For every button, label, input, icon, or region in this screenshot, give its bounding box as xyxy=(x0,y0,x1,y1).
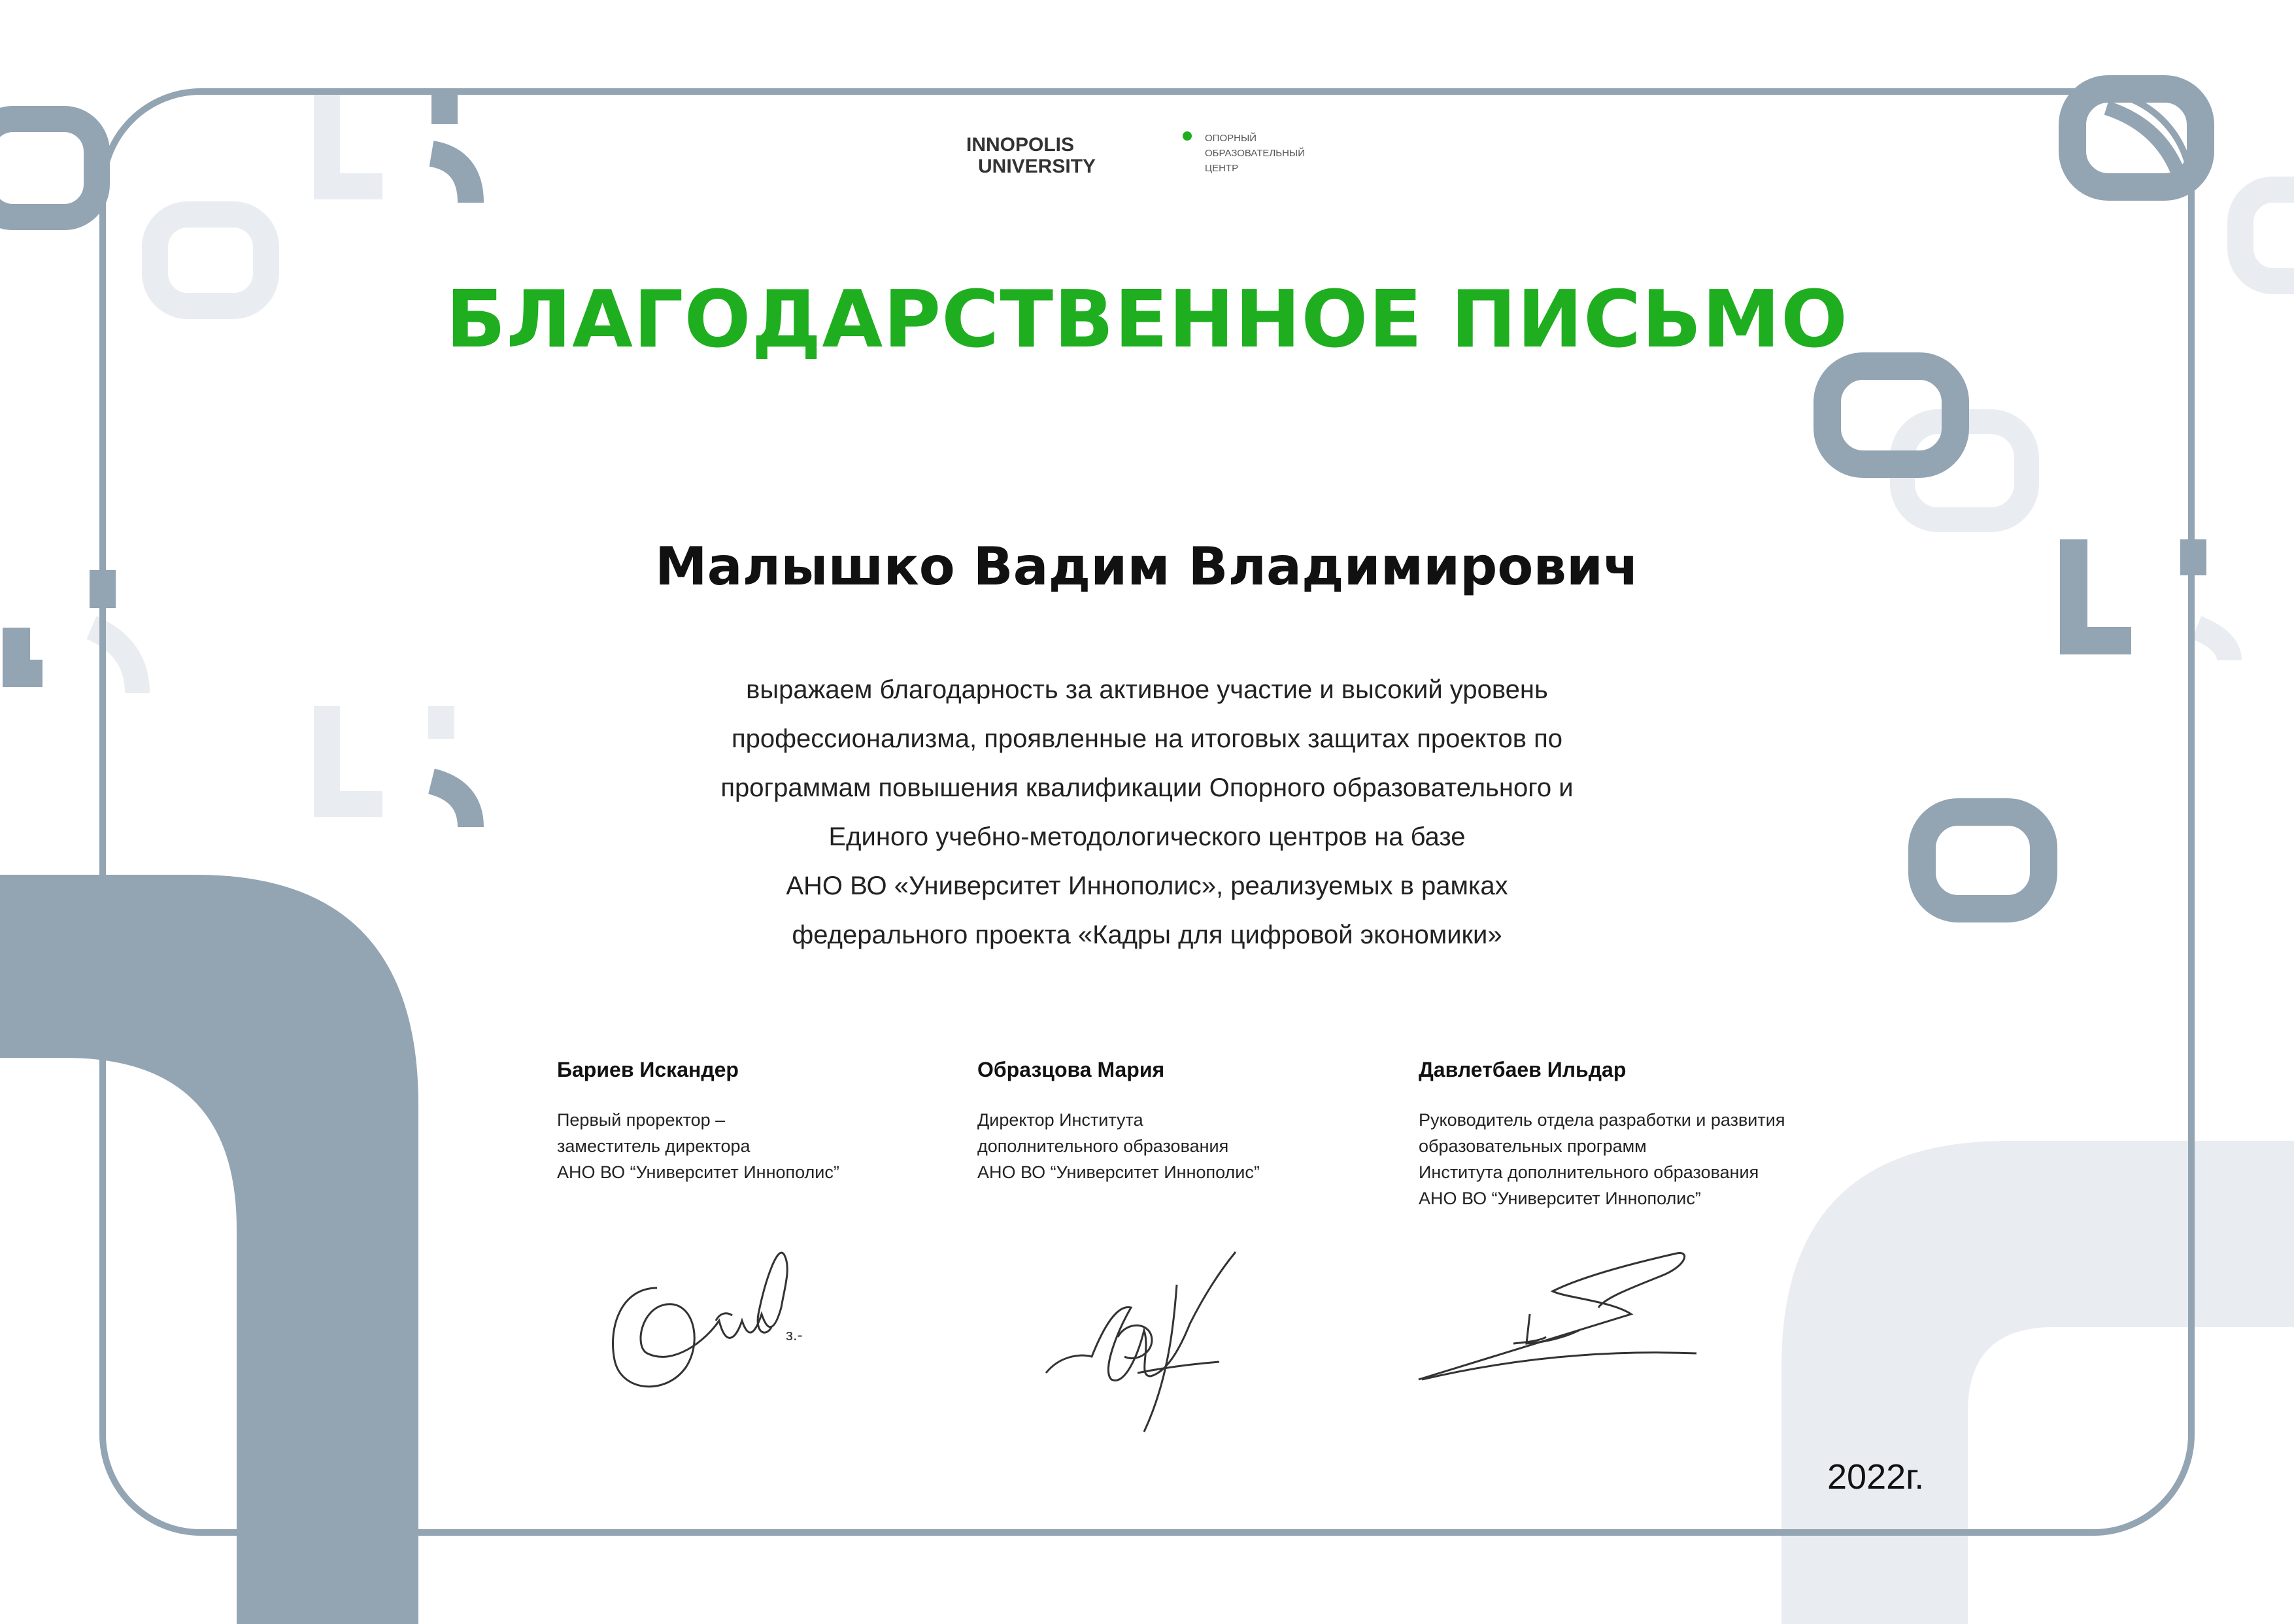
signer-role-line: Директор Института xyxy=(977,1110,1143,1130)
signer-name: Давлетбаев Ильдар xyxy=(1419,1058,1627,1081)
light-l-mark-mid xyxy=(327,706,382,804)
signer-block-3 xyxy=(1419,1058,1785,1211)
gratitude-line: АНО ВО «Университет Иннополис», реализуемых в рамках xyxy=(786,871,1508,900)
logo-green-dot xyxy=(1183,131,1192,141)
signer-role-line: Института дополнительного образования xyxy=(1419,1162,1759,1182)
document-title: БЛАГОДАРСТВЕННОЕ ПИСЬМО xyxy=(446,275,1848,365)
light-ring-right-edge xyxy=(2240,190,2294,281)
logo-tag3: ЦЕНТР xyxy=(1205,163,1239,174)
gray-pipe-bottom-left xyxy=(0,875,418,1624)
recipient-name: Малышко Вадим Владимирович xyxy=(655,536,1639,597)
light-square-mid xyxy=(428,706,454,739)
signer-block-2 xyxy=(977,1058,1260,1185)
gray-square-top xyxy=(431,88,458,124)
signature-3 xyxy=(1415,1245,1710,1389)
signer-role-line: АНО ВО “Университет Иннополис” xyxy=(1419,1189,1701,1208)
signer-role-line: АНО ВО “Университет Иннополис” xyxy=(557,1162,839,1182)
logo-tag2: ОБРАЗОВАТЕЛЬНЫЙ xyxy=(1205,148,1305,159)
signer-name: Образцова Мария xyxy=(977,1058,1165,1081)
gratitude-text xyxy=(588,666,1706,960)
logo-tag1: ОПОРНЫЙ xyxy=(1205,133,1257,144)
gray-arc-mid xyxy=(431,781,471,827)
gray-ring-right-lower xyxy=(1922,812,2044,909)
gratitude-line: Единого учебно-методологического центров на базе xyxy=(828,822,1466,851)
gratitude-line: программам повышения квалификации Опорного образовательного и xyxy=(720,773,1574,802)
light-l-mark-top xyxy=(327,88,382,186)
signature-2 xyxy=(1039,1245,1249,1442)
gratitude-line: профессионализма, проявленные на итоговых защитах проектов по xyxy=(731,724,1563,753)
logo-graphic xyxy=(966,128,1332,187)
university-logo xyxy=(966,128,1332,187)
light-pipe-bottom-right xyxy=(1781,1141,2294,1624)
signer-role-line: Первый проректор – xyxy=(557,1110,726,1130)
signer-role-line: Руководитель отдела разработки и развития xyxy=(1419,1110,1785,1130)
signer-role-line: заместитель директора xyxy=(557,1136,751,1156)
gray-ring-top-left xyxy=(0,119,97,217)
signer-role-line: АНО ВО “Университет Иннополис” xyxy=(977,1162,1260,1182)
svg-text:з.-: з.- xyxy=(786,1327,803,1344)
issue-year: 2022г. xyxy=(1827,1457,1925,1497)
light-arc-left xyxy=(92,628,137,693)
logo-line1: INNOPOLIS xyxy=(966,134,1075,156)
gray-leaf-top-right xyxy=(2106,108,2177,170)
gratitude-line: федерального проекта «Кадры для цифровой экономики» xyxy=(792,921,1502,949)
gray-arc-top xyxy=(431,154,471,203)
signer-role-line: дополнительного образования xyxy=(977,1136,1229,1156)
signature-1 xyxy=(595,1242,804,1412)
signer-block-1 xyxy=(557,1058,839,1185)
gratitude-line: выражаем благодарность за активное участие и высокий уровень xyxy=(746,675,1548,704)
gray-l-mark-left xyxy=(16,628,42,673)
logo-line2: UNIVERSITY xyxy=(978,156,1096,177)
light-arc-right xyxy=(2197,628,2229,660)
signer-name: Бариев Искандер xyxy=(557,1058,739,1081)
signer-role-line: образовательных программ xyxy=(1419,1136,1647,1156)
